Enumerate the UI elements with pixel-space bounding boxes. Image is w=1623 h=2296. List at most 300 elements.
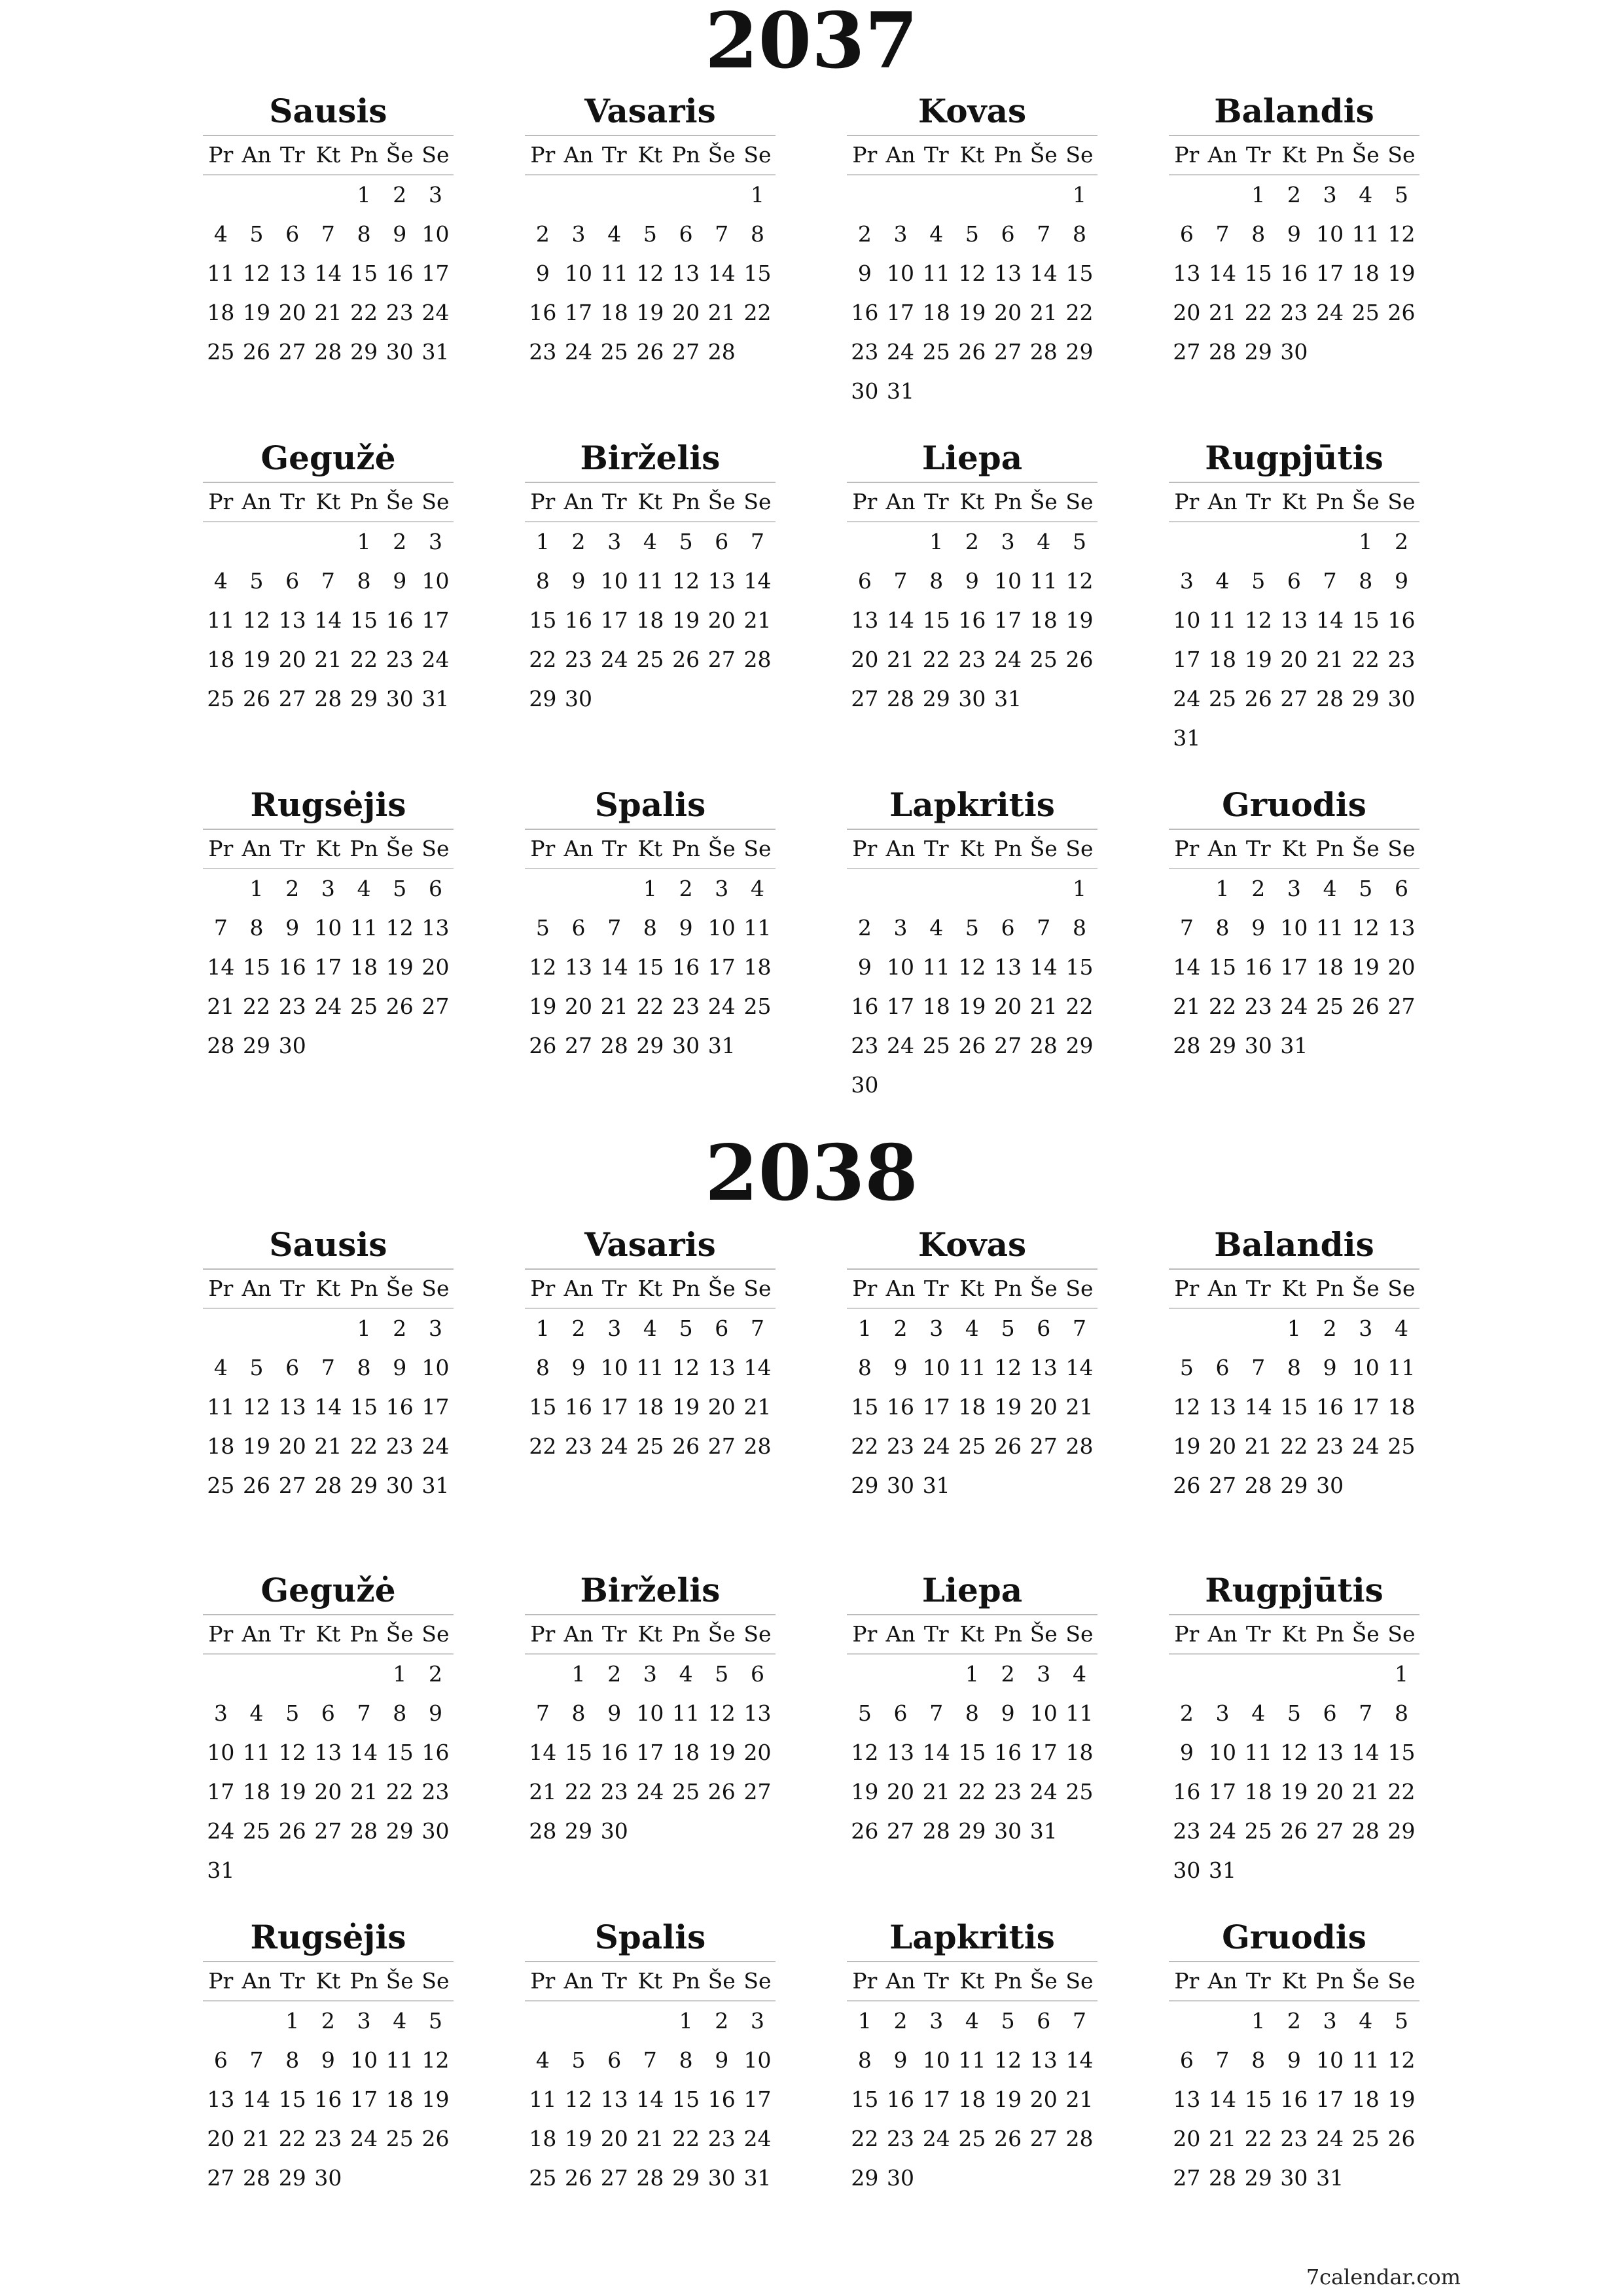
weekday-label: Se [743,1621,772,1647]
weekday-header [525,1962,776,2001]
day-cell: 17 [421,607,450,633]
empty-day-cell [883,522,919,562]
day-cell: 5 [857,1700,872,1726]
day-cell: 3 [571,221,586,247]
week-row [203,948,454,987]
weekday-header [847,483,1097,522]
day-cell: 6 [321,1700,335,1726]
day-cell: 30 [958,686,986,711]
weekday-label: Tr [279,1968,305,1994]
empty-day-cell [1205,1655,1241,1694]
day-cell: 7 [213,915,228,941]
week-row [1169,1812,1419,1851]
day-cell: 6 [1394,876,1408,901]
day-cell: 5 [715,1661,729,1687]
week-row [1169,601,1419,640]
day-cell: 27 [887,1818,915,1844]
weekday-label: Pr [852,1621,878,1647]
empty-day-cell [990,2159,1026,2198]
day-cell: 24 [600,647,628,672]
weekday-label: Kt [1281,489,1307,514]
day-cell: 9 [285,915,300,941]
weekday-label: Tr [1245,489,1271,514]
empty-day-cell [847,1655,883,1694]
day-cell: 15 [350,607,378,633]
week-row [1169,640,1419,679]
day-cell: 22 [350,300,378,325]
empty-day-cell [596,869,632,908]
day-cell: 26 [243,339,271,365]
day-cell: 10 [1280,915,1308,941]
empty-day-cell [918,869,954,908]
day-cell: 29 [1387,1818,1416,1844]
day-cell: 1 [1215,876,1230,901]
day-cell: 5 [1394,2008,1408,2034]
day-cell: 29 [278,2165,306,2191]
day-cell: 18 [922,994,950,1019]
day-cell: 8 [750,221,764,247]
day-cell: 30 [385,339,414,365]
day-cell: 22 [350,1433,378,1459]
empty-day-cell [883,175,919,215]
week-row [1169,522,1419,562]
day-cell: 29 [1351,686,1380,711]
week-row [203,2041,454,2080]
day-cell: 30 [707,2165,736,2191]
day-cell: 4 [929,221,944,247]
day-cell: 25 [207,339,235,365]
weekday-label: Pn [349,1968,378,1994]
weekday-header [847,1270,1097,1309]
weekday-label: Še [707,142,736,168]
day-cell: 12 [636,260,664,286]
empty-day-cell [1061,679,1097,719]
day-cell: 4 [1215,568,1230,594]
day-cell: 19 [565,2126,593,2151]
weekday-label: Še [385,142,414,168]
day-cell: 24 [421,300,450,325]
empty-day-cell [668,679,704,719]
weekday-label: Se [1387,142,1416,168]
day-cell: 16 [958,607,986,633]
day-cell: 31 [994,686,1022,711]
day-cell: 21 [1065,1394,1094,1420]
week-row [1169,1772,1419,1812]
day-cell: 4 [643,529,657,554]
weekday-label: Kt [637,1621,663,1647]
day-cell: 13 [278,260,306,286]
day-cell: 19 [994,2087,1022,2112]
day-cell: 18 [1316,954,1344,980]
empty-day-cell [1169,1655,1205,1694]
day-cell: 24 [421,1433,450,1459]
weekday-label: An [563,1621,594,1647]
day-cell: 30 [1387,686,1416,711]
day-cell: 24 [922,1433,950,1459]
day-cell: 17 [1280,954,1308,980]
day-cell: 23 [385,1433,414,1459]
day-cell: 19 [958,994,986,1019]
empty-day-cell [1276,1851,1312,1890]
weekday-label: Se [1065,836,1094,861]
day-cell: 12 [565,2087,593,2112]
day-cell: 4 [1072,1661,1086,1687]
week-row [203,1772,454,1812]
day-cell: 22 [350,647,378,672]
day-cell: 7 [750,1316,764,1341]
weekday-label: Kt [637,489,663,514]
day-cell: 16 [1316,1394,1344,1420]
weekday-label: Še [385,836,414,861]
day-cell: 9 [1394,568,1408,594]
weekday-label: Pr [530,142,556,168]
empty-day-cell [918,175,954,215]
week-row [1169,2001,1419,2041]
day-cell: 8 [1251,2047,1266,2073]
weekday-label: Pn [671,1276,700,1301]
weekday-label: Še [707,1621,736,1647]
empty-day-cell [990,175,1026,215]
weekday-label: Tr [279,1276,305,1301]
day-cell: 4 [750,876,764,901]
day-cell: 22 [922,647,950,672]
empty-day-cell [1347,1655,1383,1694]
day-cell: 8 [1072,221,1086,247]
month-name: Kovas [847,1221,1097,1270]
week-row [847,1026,1097,1066]
weekday-label: Se [1387,836,1416,861]
weekday-label: Tr [923,1621,949,1647]
day-cell: 4 [357,876,371,901]
empty-day-cell [203,2001,239,2041]
day-cell: 21 [314,647,342,672]
day-cell: 26 [636,339,664,365]
weekday-header [525,1615,776,1655]
day-cell: 25 [207,1473,235,1498]
empty-day-cell [1383,719,1419,758]
empty-day-cell [1347,1026,1383,1066]
week-row [847,332,1097,372]
day-cell: 28 [887,686,915,711]
weekday-label: Pr [1174,1276,1200,1301]
empty-day-cell [239,2001,275,2041]
day-cell: 7 [357,1700,371,1726]
weekday-header [203,1270,454,1309]
weekday-label: Se [1387,1276,1416,1301]
weekday-label: Se [1065,1968,1094,1994]
weekday-label: Pn [1315,836,1344,861]
weekday-label: An [1207,1621,1238,1647]
weekday-header [847,136,1097,175]
month-block [847,88,1097,411]
day-cell: 18 [207,300,235,325]
month-name: Gegužė [203,1567,454,1615]
week-row [1169,908,1419,948]
day-cell: 25 [922,1033,950,1058]
week-row [847,2119,1097,2159]
empty-day-cell [274,522,310,562]
day-cell: 15 [1244,260,1272,286]
week-row [847,1655,1097,1694]
empty-day-cell [418,1851,454,1890]
day-cell: 25 [958,1433,986,1459]
weekday-label: Kt [1281,142,1307,168]
weekday-label: Pn [349,836,378,861]
empty-day-cell [1276,522,1312,562]
day-cell: 8 [1072,915,1086,941]
week-row [1169,1694,1419,1733]
empty-day-cell [1205,522,1241,562]
weekday-label: Kt [315,489,341,514]
day-cell: 27 [278,1473,306,1498]
empty-day-cell [1026,869,1061,908]
day-cell: 4 [213,568,228,594]
weekday-label: Še [1351,142,1380,168]
month-block [203,1567,454,1890]
week-row [847,175,1097,215]
day-cell: 17 [314,954,342,980]
day-cell: 21 [743,1394,772,1420]
day-cell: 13 [707,568,736,594]
day-cell: 7 [750,529,764,554]
day-cell: 5 [679,1316,693,1341]
empty-day-cell [1169,522,1205,562]
weekday-label: Se [421,1276,450,1301]
weekday-label: Tr [1245,142,1271,168]
day-cell: 29 [1065,1033,1094,1058]
day-cell: 12 [994,1355,1022,1380]
day-cell: 9 [393,221,407,247]
day-cell: 28 [743,647,772,672]
week-row [1169,1466,1419,1505]
day-cell: 11 [672,1700,700,1726]
day-cell: 22 [1280,1433,1308,1459]
day-cell: 13 [1029,1355,1058,1380]
weekday-label: Pr [208,489,234,514]
week-row [203,562,454,601]
week-row [847,2159,1097,2198]
weekday-label: Tr [1245,1621,1271,1647]
day-cell: 17 [600,607,628,633]
day-cell: 17 [207,1779,235,1804]
weekday-label: Kt [1281,836,1307,861]
day-cell: 13 [707,1355,736,1380]
weekday-label: Pn [993,489,1022,514]
day-cell: 16 [672,954,700,980]
weekday-label: Tr [279,836,305,861]
day-cell: 30 [385,686,414,711]
day-cell: 19 [707,1740,736,1765]
week-row [203,1026,454,1066]
weekday-label: An [241,836,272,861]
day-cell: 26 [1280,1818,1308,1844]
week-row [1169,679,1419,719]
day-cell: 26 [243,1473,271,1498]
week-row [1169,869,1419,908]
day-cell: 23 [278,994,306,1019]
empty-day-cell [883,1066,919,1105]
weekday-label: An [1207,489,1238,514]
week-row [525,1388,776,1427]
day-cell: 20 [421,954,450,980]
day-cell: 8 [1287,1355,1301,1380]
day-cell: 22 [636,994,664,1019]
day-cell: 5 [1072,529,1086,554]
day-cell: 15 [565,1740,593,1765]
day-cell: 5 [249,568,264,594]
day-cell: 7 [1072,1316,1086,1341]
day-cell: 13 [314,1740,342,1765]
day-cell: 30 [851,1072,879,1098]
day-cell: 21 [1173,994,1201,1019]
empty-day-cell [239,1655,275,1694]
day-cell: 11 [1029,568,1058,594]
day-cell: 29 [243,1033,271,1058]
day-cell: 13 [1387,915,1416,941]
empty-day-cell [1169,2001,1205,2041]
weekday-label: Še [1351,1968,1380,1994]
month-name: Balandis [1169,88,1419,136]
weekday-label: Tr [923,1968,949,1994]
empty-day-cell [1312,1851,1348,1890]
day-cell: 28 [1173,1033,1201,1058]
day-cell: 31 [1280,1033,1308,1058]
day-cell: 12 [1280,1740,1308,1765]
week-row [1169,175,1419,215]
week-row [1169,562,1419,601]
week-row [847,640,1097,679]
day-cell: 8 [679,2047,693,2073]
week-row [847,1388,1097,1427]
empty-day-cell [1276,719,1312,758]
day-cell: 29 [350,1473,378,1498]
empty-day-cell [382,2159,418,2198]
day-cell: 16 [851,300,879,325]
day-cell: 7 [929,1700,944,1726]
empty-day-cell [632,1812,668,1851]
day-cell: 1 [929,529,944,554]
day-cell: 27 [1316,1818,1344,1844]
day-cell: 28 [350,1818,378,1844]
week-row [203,1427,454,1466]
day-cell: 18 [207,647,235,672]
day-cell: 27 [278,339,306,365]
day-cell: 31 [421,686,450,711]
day-cell: 28 [529,1818,557,1844]
week-row [525,1694,776,1733]
day-cell: 17 [994,607,1022,633]
weekday-label: Se [1387,489,1416,514]
day-cell: 24 [1351,1433,1380,1459]
day-cell: 23 [887,2126,915,2151]
day-cell: 20 [565,994,593,1019]
day-cell: 19 [243,647,271,672]
day-cell: 28 [1065,2126,1094,2151]
empty-day-cell [740,332,776,372]
day-cell: 23 [1173,1818,1201,1844]
month-name: Rugpjūtis [1169,1567,1419,1615]
weekday-label: Še [1029,1968,1058,1994]
day-cell: 28 [314,686,342,711]
day-cell: 6 [1037,1316,1051,1341]
empty-day-cell [918,1066,954,1105]
day-cell: 5 [428,2008,442,2034]
week-row [525,2041,776,2080]
weekday-label: An [885,1968,916,1994]
week-row [203,1812,454,1851]
day-cell: 13 [743,1700,772,1726]
day-cell: 14 [314,260,342,286]
empty-day-cell [596,2001,632,2041]
weekday-label: Pr [530,1968,556,1994]
day-cell: 1 [857,1316,872,1341]
day-cell: 6 [285,221,300,247]
day-cell: 19 [529,994,557,1019]
day-cell: 17 [1209,1779,1237,1804]
day-cell: 19 [421,2087,450,2112]
empty-day-cell [1383,1026,1419,1066]
empty-day-cell [1383,1466,1419,1505]
day-cell: 1 [357,529,371,554]
week-row [1169,948,1419,987]
day-cell: 20 [600,2126,628,2151]
day-cell: 19 [994,1394,1022,1420]
empty-day-cell [1240,1655,1276,1694]
week-row [203,293,454,332]
week-row [525,601,776,640]
week-row [847,1812,1097,1851]
day-cell: 28 [1244,1473,1272,1498]
day-cell: 18 [1244,1779,1272,1804]
day-cell: 24 [743,2126,772,2151]
weekday-label: Pr [1174,1621,1200,1647]
weekday-label: Še [1029,489,1058,514]
day-cell: 28 [243,2165,271,2191]
empty-day-cell [274,1655,310,1694]
day-cell: 29 [958,1818,986,1844]
day-cell: 11 [243,1740,271,1765]
day-cell: 21 [243,2126,271,2151]
day-cell: 4 [1037,529,1051,554]
day-cell: 2 [1394,529,1408,554]
weekday-header [1169,136,1419,175]
day-cell: 18 [672,1740,700,1765]
day-cell: 9 [715,2047,729,2073]
empty-day-cell [1205,719,1241,758]
day-cell: 26 [1065,647,1094,672]
day-cell: 1 [393,1661,407,1687]
day-cell: 21 [600,994,628,1019]
day-cell: 24 [314,994,342,1019]
day-cell: 12 [385,915,414,941]
day-cell: 25 [600,339,628,365]
day-cell: 5 [1001,1316,1015,1341]
weekday-label: Pr [852,1968,878,1994]
day-cell: 24 [207,1818,235,1844]
day-cell: 5 [393,876,407,901]
weekday-label: Kt [1281,1968,1307,1994]
day-cell: 12 [1173,1394,1201,1420]
weekday-label: Pr [530,1276,556,1301]
empty-day-cell [1240,1851,1276,1890]
day-cell: 21 [636,2126,664,2151]
day-cell: 21 [707,300,736,325]
day-cell: 6 [715,1316,729,1341]
empty-day-cell [1347,2159,1383,2198]
day-cell: 6 [1037,2008,1051,2034]
day-cell: 18 [243,1779,271,1804]
empty-day-cell [1240,522,1276,562]
